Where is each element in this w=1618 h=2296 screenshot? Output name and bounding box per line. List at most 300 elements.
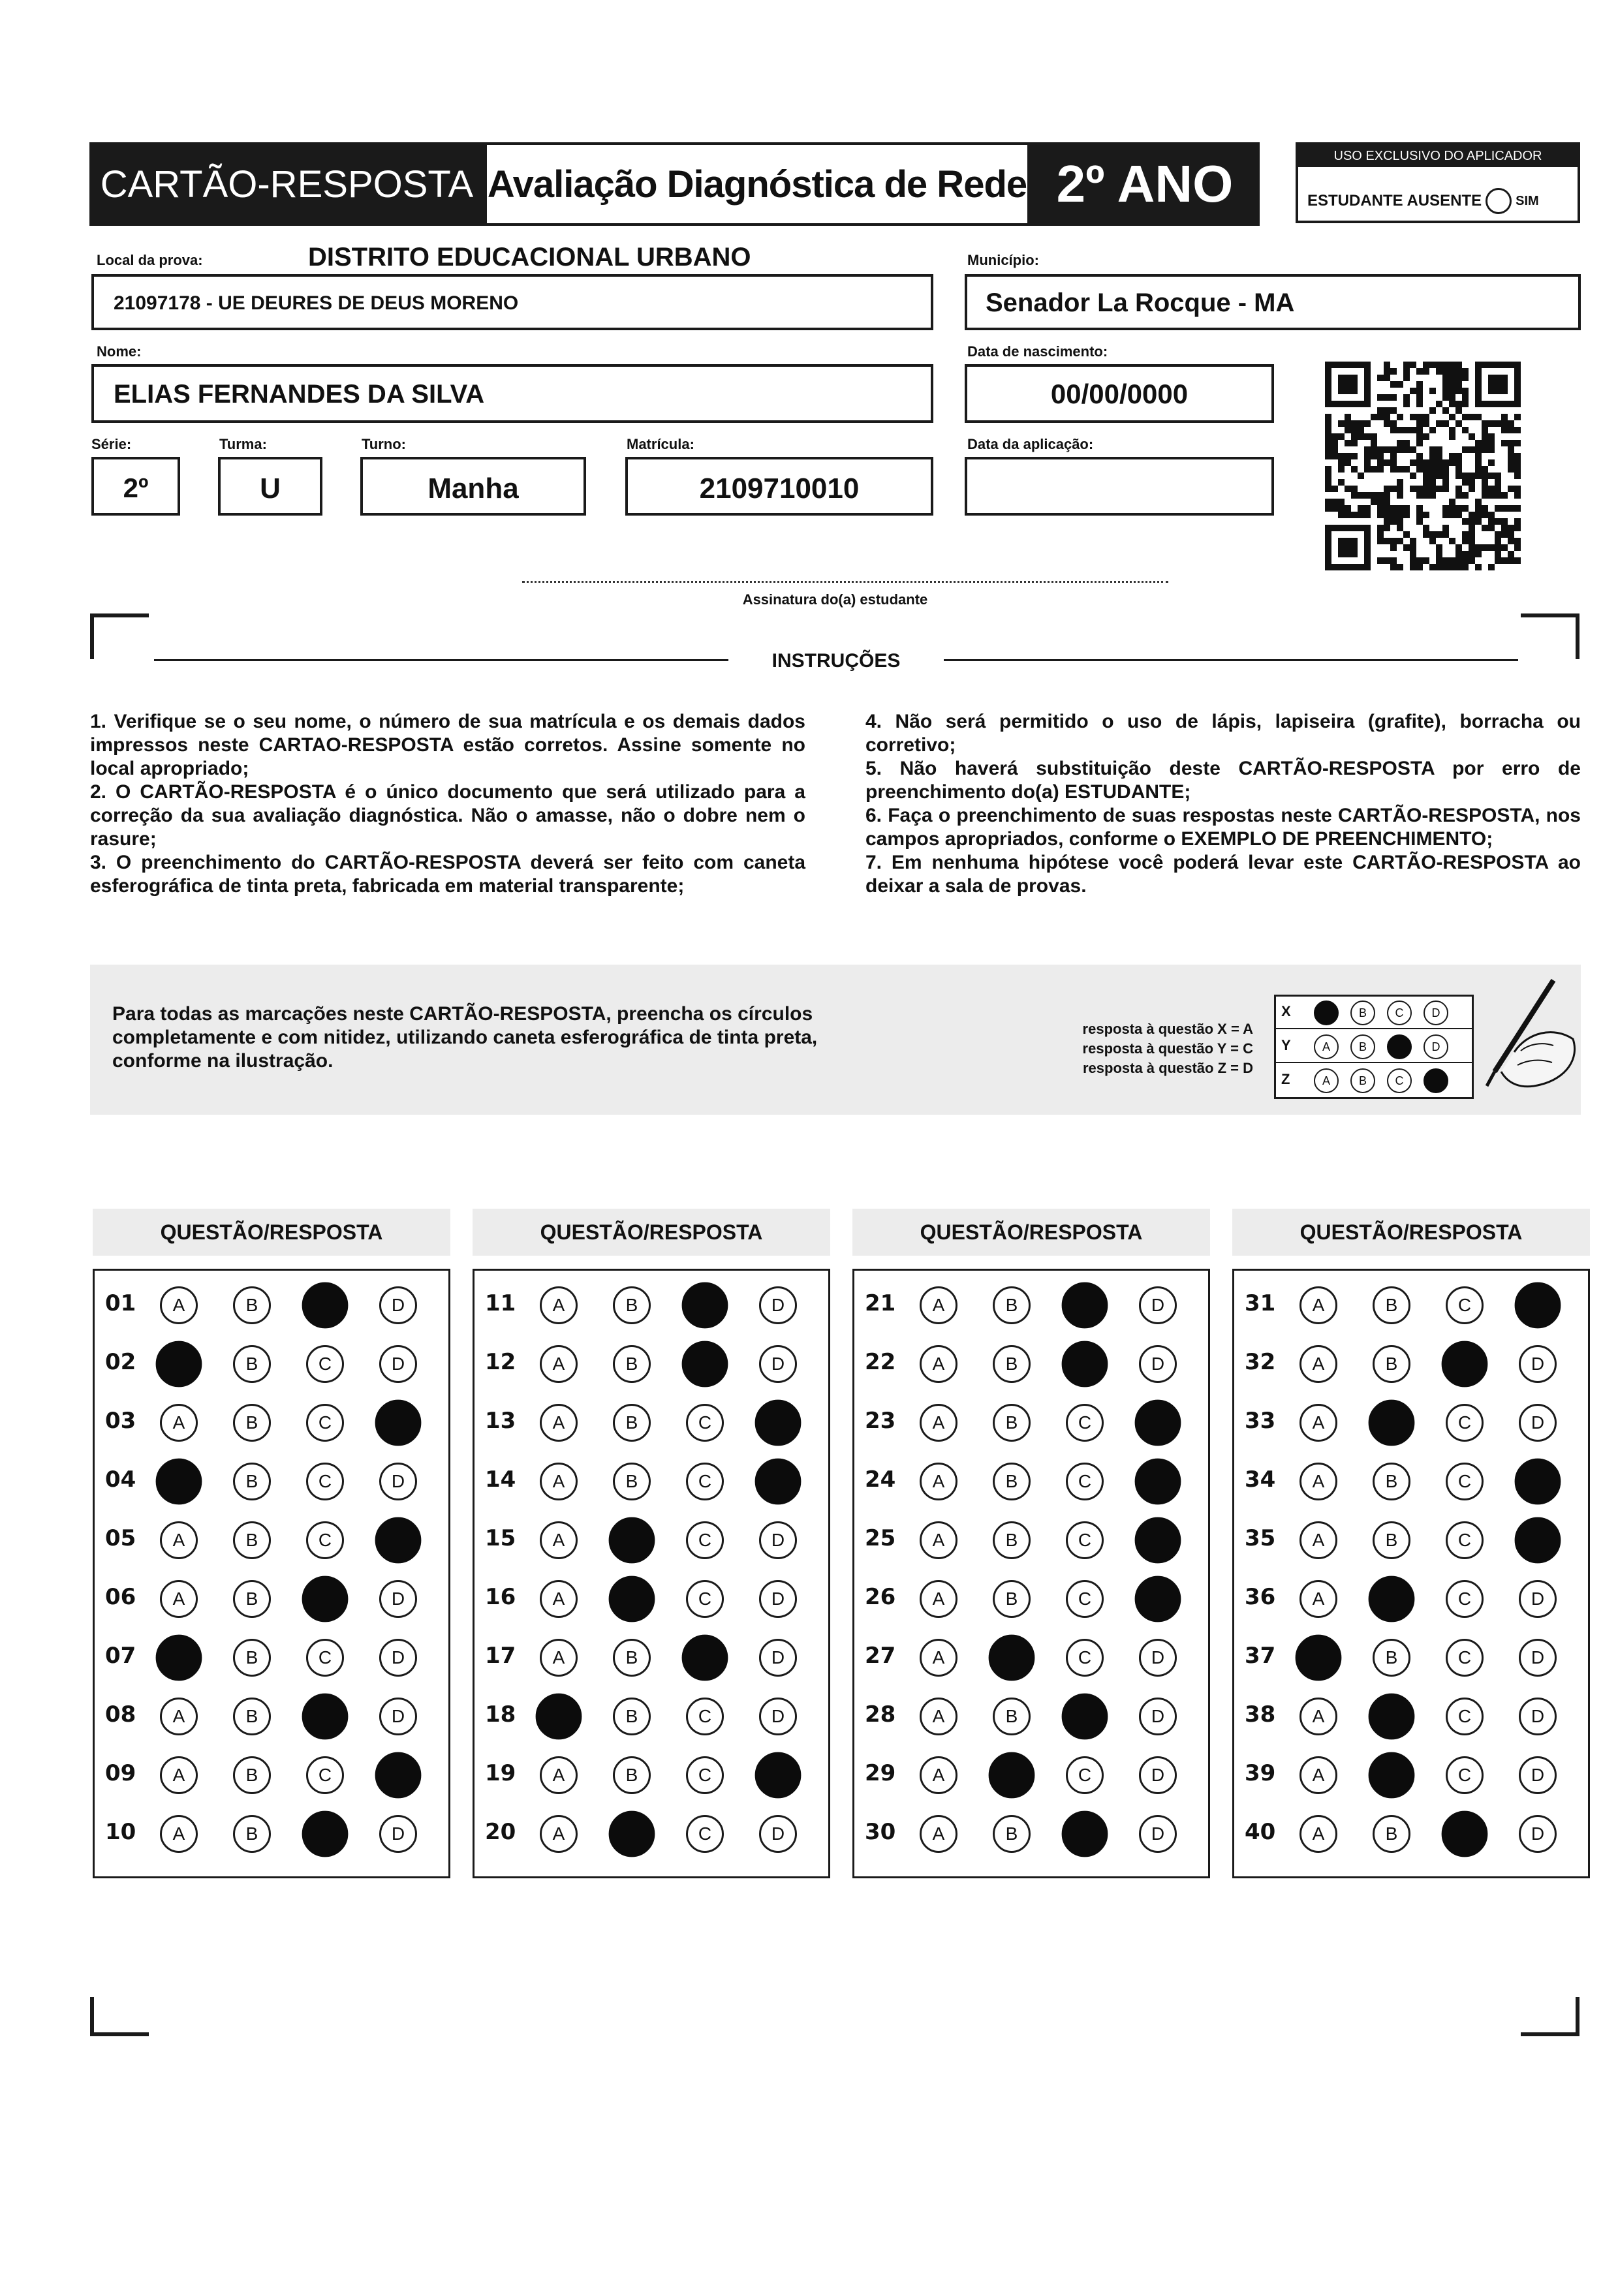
nascimento-label: Data de nascimento: [967, 343, 1108, 360]
answer-bubble-a[interactable]: A [540, 1463, 578, 1500]
answer-bubble-c[interactable] [1062, 1694, 1108, 1740]
answer-bubble-c[interactable] [1062, 1811, 1108, 1857]
instruction-item: 3. O preenchimento do CARTÃO-RESPOSTA deverá ser feito com caneta esferográfica de tinta preta, fabricada em material transparente; [90, 852, 805, 897]
answer-bubble-c[interactable] [1062, 1282, 1108, 1329]
answer-bubble-a[interactable] [156, 1341, 202, 1388]
answer-bubble-d[interactable]: D [379, 1639, 417, 1677]
answer-bubble-a[interactable]: A [920, 1756, 957, 1794]
answer-bubble-a[interactable]: A [160, 1521, 198, 1559]
signature-line[interactable] [522, 581, 1168, 583]
example-bubble-d: D [1424, 1034, 1448, 1059]
answer-bubble-a[interactable]: A [540, 1756, 578, 1794]
example-legend-item: resposta à questão Y = C [1082, 1040, 1253, 1057]
example-bubble-b: B [1350, 1068, 1375, 1093]
answer-bubble-c[interactable]: C [306, 1463, 344, 1500]
answer-bubble-c[interactable]: C [1066, 1580, 1104, 1618]
answer-bubble-b[interactable]: B [993, 1404, 1031, 1442]
question-number: 33 [1245, 1408, 1276, 1434]
municipio-value: Senador La Rocque - MA [986, 288, 1295, 317]
answer-bubble-a[interactable]: A [1299, 1580, 1337, 1618]
answer-bubble-c[interactable]: C [306, 1404, 344, 1442]
answer-bubble-b[interactable]: B [993, 1345, 1031, 1383]
answer-bubble-b[interactable]: B [1373, 1345, 1410, 1383]
answer-bubble-b[interactable]: B [613, 1698, 651, 1735]
serie-value: 2º [123, 473, 149, 503]
answer-bubble-a[interactable]: A [160, 1815, 198, 1853]
answer-bubble-d[interactable]: D [379, 1463, 417, 1500]
question-number: 07 [105, 1643, 136, 1669]
example-bubble-c [1387, 1034, 1412, 1059]
school-value: 21097178 - UE DEURES DE DEUS MORENO [114, 292, 519, 314]
answer-bubble-c[interactable] [682, 1282, 728, 1329]
example-row [1276, 1064, 1472, 1097]
nascimento-field [965, 364, 1274, 423]
answer-column-heading: QUESTÃO/RESPOSTA [93, 1209, 450, 1256]
aplicacao-field[interactable] [965, 457, 1274, 516]
answer-bubble-c[interactable]: C [1066, 1404, 1104, 1442]
answer-bubble-a[interactable]: A [920, 1815, 957, 1853]
answer-bubble-d[interactable] [755, 1400, 801, 1446]
answer-bubble-d[interactable]: D [759, 1286, 797, 1324]
question-number: 22 [865, 1349, 896, 1375]
answer-bubble-d[interactable] [1515, 1282, 1561, 1329]
answer-bubble-d[interactable]: D [1139, 1756, 1177, 1794]
matricula-label: Matrícula: [627, 436, 694, 452]
example-bubble-a: A [1314, 1068, 1339, 1093]
answer-column-heading: QUESTÃO/RESPOSTA [852, 1209, 1210, 1256]
answer-bubble-c[interactable]: C [1066, 1756, 1104, 1794]
turno-value: Manha [428, 473, 519, 504]
answer-bubble-a[interactable]: A [1299, 1521, 1337, 1559]
applicator-box [1296, 142, 1580, 223]
instruction-item: 6. Faça o preenchimento de suas respostas neste CARTÃO-RESPOSTA, nos campos apropriados, conforme o EXEMPLO DE PREENCHIMENTO; [865, 805, 1581, 850]
nome-label: Nome: [97, 343, 142, 360]
answer-bubble-a[interactable] [156, 1459, 202, 1505]
grade-badge: 2º ANO [1030, 142, 1260, 226]
answer-bubble-b[interactable]: B [1373, 1463, 1410, 1500]
question-row [475, 1393, 828, 1452]
example-bubble-a [1314, 1001, 1339, 1025]
answer-bubble-d[interactable] [755, 1459, 801, 1505]
qr-code [1325, 360, 1521, 572]
answer-bubble-c[interactable]: C [1446, 1286, 1484, 1324]
question-number: 14 [485, 1466, 516, 1493]
answer-bubble-a[interactable]: A [160, 1580, 198, 1618]
example-text: Para todas as marcações neste CARTÃO-RESPOSTA, preencha os círculos completamente e com nitidez, utilizando caneta esferográfica de tinta preta, conforme na ilustração. [112, 1003, 818, 1072]
answer-column [473, 1269, 830, 1878]
answer-bubble-d[interactable]: D [1519, 1580, 1557, 1618]
absent-option: SIM [1516, 193, 1539, 208]
question-number: 15 [485, 1525, 516, 1551]
answer-bubble-d[interactable] [1135, 1459, 1181, 1505]
answer-bubble-b[interactable]: B [613, 1404, 651, 1442]
question-row [475, 1805, 828, 1863]
answer-bubble-d[interactable]: D [379, 1286, 417, 1324]
signature-label: Assinatura do(a) estudante [742, 591, 928, 608]
instructions-title: INSTRUÇÕES [771, 650, 901, 672]
question-number: 25 [865, 1525, 896, 1551]
answer-bubble-d[interactable]: D [759, 1815, 797, 1853]
answer-bubble-d[interactable] [1135, 1517, 1181, 1564]
serie-field [91, 457, 180, 516]
answer-bubble-a[interactable]: A [1299, 1815, 1337, 1853]
answer-bubble-c[interactable] [302, 1282, 349, 1329]
answer-bubble-c[interactable] [682, 1635, 728, 1681]
answer-bubble-a[interactable]: A [920, 1463, 957, 1500]
example-bubble-b: B [1350, 1034, 1375, 1059]
answer-bubble-d[interactable]: D [379, 1345, 417, 1383]
answer-bubble-c[interactable] [302, 1694, 349, 1740]
answer-bubble-c[interactable]: C [1066, 1521, 1104, 1559]
answer-bubble-d[interactable]: D [1139, 1639, 1177, 1677]
applicator-title: USO EXCLUSIVO DO APLICADOR [1298, 145, 1578, 167]
answer-bubble-b[interactable]: B [233, 1404, 271, 1442]
answer-bubble-d[interactable] [375, 1400, 422, 1446]
question-row [475, 1511, 828, 1570]
answer-bubble-a[interactable]: A [920, 1404, 957, 1442]
answer-bubble-b[interactable]: B [233, 1756, 271, 1794]
example-table [1274, 995, 1474, 1099]
answer-bubble-b[interactable]: B [613, 1286, 651, 1324]
answer-bubble-d[interactable]: D [759, 1345, 797, 1383]
answer-column [93, 1269, 450, 1878]
turma-label: Turma: [219, 436, 267, 452]
answer-bubble-b[interactable]: B [233, 1639, 271, 1677]
matricula-value: 2109710010 [699, 473, 860, 504]
example-bubble-c: C [1387, 1001, 1412, 1025]
answer-bubble-a[interactable]: A [920, 1639, 957, 1677]
question-row [95, 1335, 448, 1393]
answer-bubble-b[interactable]: B [613, 1639, 651, 1677]
answer-bubble-b[interactable]: B [233, 1286, 271, 1324]
answer-bubble-a[interactable]: A [920, 1345, 957, 1383]
answer-bubble-a[interactable]: A [540, 1580, 578, 1618]
aplicacao-label: Data da aplicação: [967, 436, 1094, 452]
answer-bubble-c[interactable]: C [1446, 1639, 1484, 1677]
answer-bubble-b[interactable]: B [613, 1345, 651, 1383]
answer-bubble-a[interactable]: A [1299, 1698, 1337, 1735]
question-row [1234, 1628, 1588, 1687]
question-number: 20 [485, 1819, 516, 1845]
answer-bubble-b[interactable]: B [233, 1345, 271, 1383]
question-row [1234, 1393, 1588, 1452]
answer-bubble-a[interactable] [536, 1694, 582, 1740]
question-row [854, 1452, 1208, 1511]
example-bubble-a: A [1314, 1034, 1339, 1059]
answer-bubble-b[interactable] [989, 1752, 1035, 1799]
question-row [854, 1393, 1208, 1452]
answer-column [1232, 1269, 1590, 1878]
instructions-rule-right [944, 659, 1518, 661]
question-number: 02 [105, 1349, 136, 1375]
answer-column [852, 1269, 1210, 1878]
question-row [95, 1393, 448, 1452]
turno-field [360, 457, 586, 516]
answer-bubble-b[interactable] [1369, 1752, 1415, 1799]
question-row [1234, 1805, 1588, 1863]
question-number: 23 [865, 1408, 896, 1434]
example-bubble-d: D [1424, 1001, 1448, 1025]
answer-bubble-a[interactable]: A [540, 1345, 578, 1383]
question-number: 19 [485, 1760, 516, 1786]
frame-corner-top-right [1521, 613, 1579, 659]
answer-bubble-b[interactable]: B [1373, 1815, 1410, 1853]
answer-bubble-a[interactable]: A [540, 1639, 578, 1677]
local-label: Local da prova: [97, 252, 203, 268]
question-number: 28 [865, 1701, 896, 1728]
turma-value: U [260, 473, 281, 504]
answer-bubble-d[interactable] [375, 1517, 422, 1564]
question-row [475, 1746, 828, 1805]
answer-bubble-b[interactable]: B [233, 1463, 271, 1500]
answer-bubble-a[interactable]: A [540, 1521, 578, 1559]
question-row [95, 1570, 448, 1628]
answer-bubble-a[interactable]: A [1299, 1286, 1337, 1324]
answer-bubble-b[interactable]: B [993, 1463, 1031, 1500]
nome-field [91, 364, 933, 423]
question-number: 08 [105, 1701, 136, 1728]
question-row [1234, 1276, 1588, 1335]
answer-column-heading: QUESTÃO/RESPOSTA [473, 1209, 830, 1256]
question-row [475, 1570, 828, 1628]
frame-corner-bottom-left [90, 1997, 149, 2036]
answer-bubble-a[interactable] [156, 1635, 202, 1681]
question-number: 40 [1245, 1819, 1276, 1845]
pen-hand-icon [1455, 974, 1586, 1111]
question-row [854, 1335, 1208, 1393]
example-legend [1031, 1019, 1253, 1078]
answer-bubble-b[interactable]: B [233, 1580, 271, 1618]
answer-bubble-c[interactable] [302, 1576, 349, 1622]
answer-bubble-d[interactable]: D [1139, 1815, 1177, 1853]
answer-bubble-a[interactable]: A [540, 1286, 578, 1324]
answer-bubble-a[interactable]: A [160, 1404, 198, 1442]
evaluation-title: Avaliação Diagnóstica de Rede [484, 142, 1030, 226]
answer-bubble-c[interactable]: C [1446, 1580, 1484, 1618]
answer-bubble-b[interactable]: B [993, 1580, 1031, 1618]
question-number: 05 [105, 1525, 136, 1551]
frame-corner-bottom-right [1521, 1997, 1579, 2036]
frame-corner-top-left [90, 613, 149, 659]
answer-bubble-b[interactable]: B [1373, 1639, 1410, 1677]
answer-bubble-c[interactable]: C [1446, 1698, 1484, 1735]
answer-bubble-c[interactable]: C [1446, 1756, 1484, 1794]
question-number: 35 [1245, 1525, 1276, 1551]
municipio-field [965, 274, 1581, 330]
answer-bubble-a[interactable]: A [160, 1698, 198, 1735]
answer-bubble-a[interactable]: A [1299, 1345, 1337, 1383]
absent-label: ESTUDANTE AUSENTE [1307, 192, 1482, 209]
answer-bubble-c[interactable]: C [1446, 1463, 1484, 1500]
answer-bubble-d[interactable]: D [759, 1639, 797, 1677]
answer-bubble-d[interactable]: D [759, 1698, 797, 1735]
instruction-item: 5. Não haverá substituição deste CARTÃO-RESPOSTA por erro de preenchimento do(a) ESTUDANTE; [865, 758, 1581, 803]
question-row [95, 1628, 448, 1687]
question-number: 06 [105, 1584, 136, 1610]
question-number: 18 [485, 1701, 516, 1728]
answer-bubble-b[interactable]: B [993, 1521, 1031, 1559]
answer-bubble-b[interactable]: B [233, 1521, 271, 1559]
question-number: 37 [1245, 1643, 1276, 1669]
answer-bubble-d[interactable]: D [759, 1521, 797, 1559]
answer-bubble-c[interactable]: C [306, 1639, 344, 1677]
answer-bubble-c[interactable] [1442, 1811, 1488, 1857]
answer-bubble-c[interactable]: C [1446, 1521, 1484, 1559]
answer-bubble-c[interactable]: C [686, 1815, 724, 1853]
school-field [91, 274, 933, 330]
answer-bubble-a[interactable]: A [920, 1580, 957, 1618]
answer-bubble-c[interactable]: C [306, 1521, 344, 1559]
question-row [854, 1570, 1208, 1628]
answer-bubble-b[interactable]: B [613, 1463, 651, 1500]
answer-bubble-b[interactable] [609, 1576, 655, 1622]
answer-bubble-a[interactable]: A [540, 1404, 578, 1442]
answer-bubble-c[interactable]: C [686, 1521, 724, 1559]
example-row [1276, 1031, 1472, 1063]
question-number: 17 [485, 1643, 516, 1669]
question-number: 31 [1245, 1290, 1276, 1316]
question-row [95, 1805, 448, 1863]
question-number: 16 [485, 1584, 516, 1610]
instructions-right [865, 710, 1581, 898]
answer-bubble-d[interactable]: D [1139, 1345, 1177, 1383]
answer-bubble-a[interactable]: A [160, 1756, 198, 1794]
local-value: DISTRITO EDUCACIONAL URBANO [308, 243, 751, 271]
answer-bubble-c[interactable]: C [306, 1756, 344, 1794]
answer-bubble-d[interactable]: D [1519, 1815, 1557, 1853]
question-row [95, 1452, 448, 1511]
answer-bubble-b[interactable]: B [993, 1698, 1031, 1735]
answer-bubble-b[interactable]: B [233, 1815, 271, 1853]
question-row [1234, 1746, 1588, 1805]
question-number: 12 [485, 1349, 516, 1375]
answer-bubble-c[interactable]: C [686, 1756, 724, 1794]
answer-bubble-b[interactable]: B [613, 1756, 651, 1794]
answer-bubble-a[interactable]: A [920, 1521, 957, 1559]
question-row [1234, 1335, 1588, 1393]
instructions-rule-left [154, 659, 728, 661]
answer-bubble-a[interactable]: A [1299, 1756, 1337, 1794]
answer-bubble-c[interactable]: C [1446, 1404, 1484, 1442]
answer-column-heading: QUESTÃO/RESPOSTA [1232, 1209, 1590, 1256]
answer-bubble-b[interactable] [1369, 1694, 1415, 1740]
answer-bubble-b[interactable] [1369, 1576, 1415, 1622]
answer-bubble-c[interactable] [1442, 1341, 1488, 1388]
answer-bubble-b[interactable]: B [993, 1286, 1031, 1324]
answer-bubble-c[interactable]: C [686, 1580, 724, 1618]
answer-bubble-d[interactable]: D [1519, 1639, 1557, 1677]
question-row [1234, 1511, 1588, 1570]
question-number: 13 [485, 1408, 516, 1434]
card-title: CARTÃO-RESPOSTA [89, 142, 484, 226]
answer-bubble-d[interactable]: D [1519, 1404, 1557, 1442]
answer-bubble-b[interactable] [609, 1517, 655, 1564]
question-row [854, 1511, 1208, 1570]
answer-bubble-a[interactable]: A [540, 1815, 578, 1853]
example-bubble-b: B [1350, 1001, 1375, 1025]
answer-bubble-b[interactable] [1369, 1400, 1415, 1446]
answer-bubble-d[interactable]: D [1139, 1286, 1177, 1324]
answer-bubble-c[interactable]: C [686, 1698, 724, 1735]
question-number: 38 [1245, 1701, 1276, 1728]
answer-bubble-a[interactable]: A [920, 1698, 957, 1735]
answer-bubble-d[interactable]: D [1519, 1698, 1557, 1735]
question-row [1234, 1687, 1588, 1746]
answer-bubble-a[interactable]: A [160, 1286, 198, 1324]
answer-bubble-b[interactable]: B [1373, 1521, 1410, 1559]
answer-bubble-d[interactable] [1135, 1400, 1181, 1446]
answer-bubble-d[interactable]: D [379, 1698, 417, 1735]
answer-bubble-d[interactable]: D [379, 1580, 417, 1618]
answer-bubble-d[interactable]: D [1519, 1345, 1557, 1383]
answer-bubble-a[interactable]: A [920, 1286, 957, 1324]
answer-bubble-c[interactable]: C [1066, 1463, 1104, 1500]
answer-bubble-b[interactable] [609, 1811, 655, 1857]
answer-bubble-d[interactable]: D [759, 1580, 797, 1618]
answer-bubble-d[interactable]: D [1519, 1756, 1557, 1794]
question-row [854, 1746, 1208, 1805]
answer-bubble-d[interactable] [1515, 1517, 1561, 1564]
answer-bubble-d[interactable] [755, 1752, 801, 1799]
instruction-item: 7. Em nenhuma hipótese você poderá levar este CARTÃO-RESPOSTA ao deixar a sala de provas. [865, 852, 1581, 897]
answer-bubble-d[interactable]: D [379, 1815, 417, 1853]
answer-bubble-c[interactable]: C [306, 1345, 344, 1383]
municipio-label: Município: [967, 252, 1039, 268]
answer-bubble-c[interactable]: C [1066, 1639, 1104, 1677]
question-number: 11 [485, 1290, 516, 1316]
example-legend-item: resposta à questão Z = D [1082, 1060, 1253, 1076]
answer-bubble-b[interactable] [989, 1635, 1035, 1681]
example-row-key: Z [1281, 1071, 1290, 1087]
absent-checkbox[interactable] [1486, 188, 1512, 214]
answer-bubble-c[interactable] [682, 1341, 728, 1388]
question-row [475, 1335, 828, 1393]
example-bubble-c: C [1387, 1068, 1412, 1093]
answer-bubble-c[interactable]: C [686, 1404, 724, 1442]
answer-bubble-a[interactable] [1296, 1635, 1342, 1681]
answer-bubble-c[interactable] [1062, 1341, 1108, 1388]
question-row [95, 1687, 448, 1746]
nascimento-value: 00/00/0000 [1050, 379, 1189, 409]
turno-label: Turno: [362, 436, 407, 452]
question-number: 26 [865, 1584, 896, 1610]
answer-bubble-d[interactable] [1515, 1459, 1561, 1505]
question-number: 29 [865, 1760, 896, 1786]
answer-bubble-c[interactable]: C [686, 1463, 724, 1500]
question-row [854, 1276, 1208, 1335]
answer-bubble-a[interactable]: A [1299, 1404, 1337, 1442]
example-row [1276, 997, 1472, 1029]
answer-bubble-d[interactable]: D [1139, 1698, 1177, 1735]
question-number: 09 [105, 1760, 136, 1786]
answer-bubble-d[interactable] [375, 1752, 422, 1799]
answer-bubble-c[interactable] [302, 1811, 349, 1857]
instruction-item: 2. O CARTÃO-RESPOSTA é o único documento que será utilizado para a correção da sua avaliação diagnóstica. Não o amasse, não o dobre nem o rasure; [90, 781, 805, 850]
nome-value: ELIAS FERNANDES DA SILVA [114, 380, 485, 409]
answer-bubble-a[interactable]: A [1299, 1463, 1337, 1500]
turma-field [218, 457, 322, 516]
answer-bubble-b[interactable]: B [1373, 1286, 1410, 1324]
answer-bubble-d[interactable] [1135, 1576, 1181, 1622]
answer-bubble-b[interactable]: B [993, 1815, 1031, 1853]
question-row [854, 1628, 1208, 1687]
example-row-key: X [1281, 1003, 1291, 1019]
question-number: 30 [865, 1819, 896, 1845]
answer-bubble-b[interactable]: B [233, 1698, 271, 1735]
question-row [854, 1805, 1208, 1863]
question-number: 10 [105, 1819, 136, 1845]
question-number: 24 [865, 1466, 896, 1493]
